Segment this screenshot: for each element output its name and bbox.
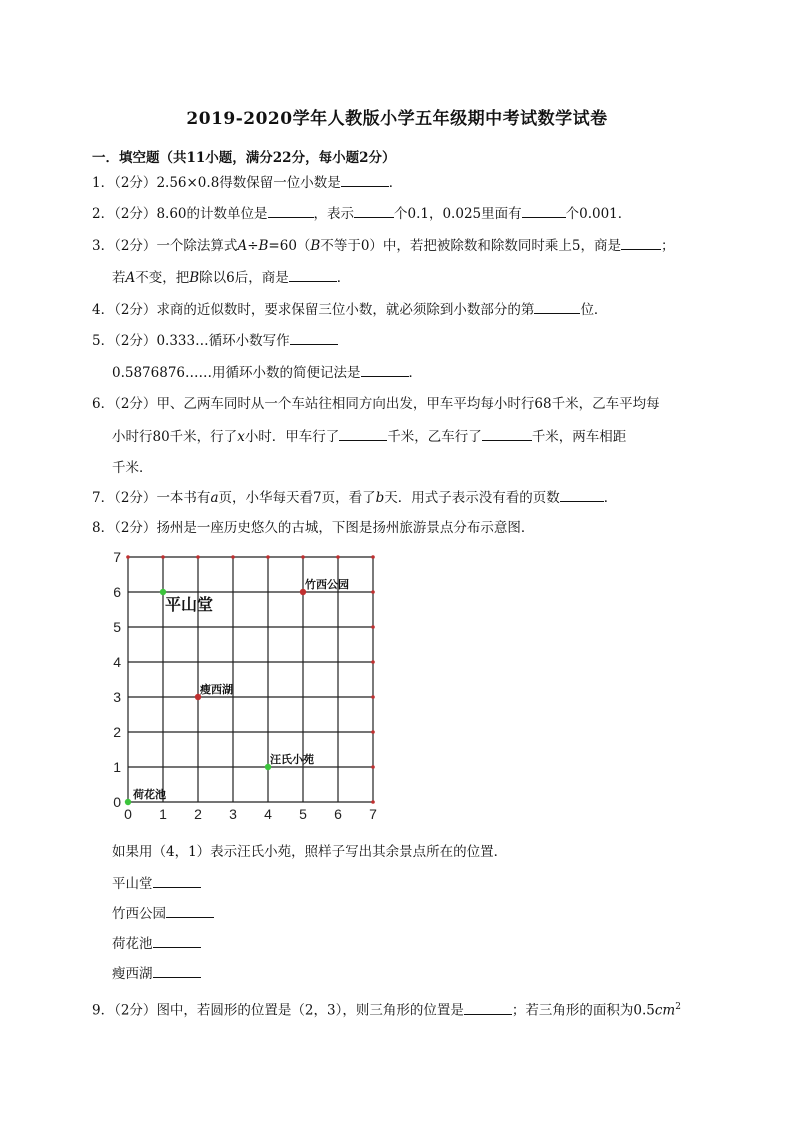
- answer-blank[interactable]: [354, 204, 394, 218]
- question-8-prompt: [112, 843, 507, 861]
- question-text: 不等于0）中，若把被除数和除数同时乘上5，商是: [320, 238, 622, 254]
- question-text: 0.5876876……用循环小数的简便记法是: [112, 365, 361, 381]
- x-tick-label: 4: [264, 806, 272, 822]
- variable: a: [210, 490, 219, 506]
- question-points: （2分）: [114, 206, 157, 222]
- x-axis-tick-labels: [124, 806, 377, 822]
- question-text: ；若三角形的面积为: [511, 1002, 634, 1019]
- question-text: 扬州是一座历史悠久的古城，下图是扬州旅游景点分布示意图．: [156, 520, 535, 536]
- grid-dot: [371, 695, 375, 699]
- question-points: （2分）: [114, 175, 157, 191]
- question-text: 一个除法算式: [156, 238, 238, 254]
- y-tick-label: 4: [113, 654, 121, 670]
- x-tick-label: 2: [194, 806, 202, 822]
- answer-label: 竹西公园: [112, 906, 166, 922]
- question-text: 2.56×0.8得数保留一位小数是: [156, 175, 341, 191]
- question-points: （2分）: [114, 333, 157, 349]
- area-unit: cm: [654, 1002, 676, 1019]
- answer-label: 平山堂: [112, 876, 153, 892]
- variable: B: [258, 238, 269, 254]
- spot-label: 竹西公园: [305, 579, 349, 591]
- question-3-line-2: [112, 268, 350, 287]
- question-6: [92, 395, 660, 413]
- grid-dot: [196, 555, 200, 559]
- spot-label: 汪氏小苑: [270, 754, 314, 766]
- answer-blank[interactable]: [361, 363, 409, 377]
- question-points: （2分）: [114, 396, 157, 412]
- variable: b: [375, 490, 385, 506]
- answer-blank[interactable]: [482, 427, 532, 441]
- spot-label: 平山堂: [165, 597, 214, 614]
- question-text: =60（: [268, 238, 311, 254]
- question-7: [92, 488, 617, 507]
- question-text: 甲、乙两车同时从一个车站往相同方向出发，甲车平均每小时行68千米，乙车平均每: [156, 396, 660, 412]
- section-heading: 一．填空题（共11小题，满分22分，每小题2分）: [92, 150, 396, 166]
- question-6-line-2: [112, 427, 626, 446]
- question-9: [92, 998, 681, 1020]
- answer-line-slender-west-lake: [112, 964, 201, 983]
- question-text: ，表示: [313, 206, 354, 222]
- y-tick-label: 7: [113, 552, 121, 565]
- grid-dot: [371, 590, 375, 594]
- grid-dot: [371, 730, 375, 734]
- question-text: 求商的近似数时，要求保留三位小数，就必须除到小数部分的第: [156, 302, 535, 318]
- question-number: 6．: [92, 396, 115, 412]
- question-number: 9．: [92, 1002, 115, 1019]
- question-text: 除以6后，商是: [199, 270, 289, 286]
- question-4: [92, 300, 607, 319]
- grid-dot: [301, 555, 305, 559]
- grid-dot: [336, 555, 340, 559]
- answer-blank[interactable]: [522, 204, 566, 218]
- answer-line-zhuxi-park: [112, 904, 214, 923]
- question-text: 图中，若圆形的位置是（2，3），则三角形的位置是: [156, 1002, 464, 1019]
- question-text: 0.333…循环小数写作: [156, 333, 290, 349]
- answer-blank[interactable]: [341, 173, 389, 187]
- answer-label: 瘦西湖: [112, 966, 153, 982]
- question-points: （2分）: [114, 302, 157, 318]
- question-number: 5．: [92, 333, 115, 349]
- unit-exponent: 2: [675, 1002, 681, 1012]
- y-tick-label: 1: [113, 759, 121, 775]
- page-title: 2019-2020学年人教版小学五年级期中考试数学试卷: [186, 109, 608, 129]
- variable: A: [125, 270, 136, 286]
- question-3: [92, 236, 675, 255]
- x-tick-label: 6: [334, 806, 342, 822]
- answer-blank[interactable]: [153, 964, 201, 978]
- variable: B: [189, 270, 200, 286]
- answer-blank[interactable]: [621, 236, 661, 250]
- question-text: 页，小华每天看7页，看了: [218, 490, 376, 506]
- question-text: 若: [112, 270, 126, 286]
- question-1: [92, 173, 402, 192]
- spot-marker: [125, 799, 131, 805]
- question-text-end: ．: [388, 175, 403, 191]
- answer-blank[interactable]: [464, 1001, 512, 1015]
- x-tick-label: 0: [124, 806, 132, 822]
- x-tick-label: 1: [159, 806, 167, 822]
- grid-dot: [371, 625, 375, 629]
- answer-blank[interactable]: [166, 904, 214, 918]
- question-text: 千米，乙车行了: [387, 429, 482, 445]
- answer-blank[interactable]: [534, 300, 580, 314]
- question-text: 8.60的计数单位是: [156, 206, 268, 222]
- answer-blank[interactable]: [289, 268, 337, 282]
- question-text-end: ．: [603, 490, 618, 506]
- question-text: 如果用（4，1）表示汪氏小苑，照样子写出其余景点所在的位置．: [112, 844, 508, 860]
- grid-dot: [161, 555, 165, 559]
- y-tick-label: 0: [113, 794, 121, 810]
- question-8: [92, 519, 534, 537]
- question-text: 个0.1，0.025里面有: [394, 206, 522, 222]
- spot-label: 荷花池: [133, 789, 166, 801]
- answer-line-hehua-pond: [112, 934, 201, 953]
- variable: B: [310, 238, 321, 254]
- spot-marker: [160, 589, 166, 595]
- answer-blank[interactable]: [339, 427, 387, 441]
- question-text: ．: [336, 270, 351, 286]
- question-number: 8．: [92, 520, 115, 536]
- question-text: 千米．: [112, 460, 153, 476]
- y-tick-label: 5: [113, 619, 121, 635]
- y-tick-label: 3: [113, 689, 121, 705]
- question-points: （2分）: [114, 490, 157, 506]
- question-5-line-2: [112, 363, 422, 382]
- question-5: [92, 331, 338, 350]
- answer-label: 荷花池: [112, 936, 153, 952]
- question-text: 不变，把: [135, 270, 190, 286]
- answer-blank[interactable]: [290, 331, 338, 345]
- area-value: 0.5: [633, 1002, 655, 1019]
- scenic-spots: [125, 577, 349, 805]
- scenic-spot-grid: [106, 552, 386, 824]
- question-points: （2分）: [114, 238, 157, 254]
- x-tick-label: 7: [369, 806, 377, 822]
- question-number: 3．: [92, 238, 115, 254]
- question-6-line-3: [112, 459, 153, 477]
- question-text: 千米，两车相距: [531, 429, 627, 445]
- grid-dot: [126, 555, 130, 559]
- spot-label: 瘦西湖: [200, 684, 233, 696]
- answer-line-pingshantang: [112, 874, 201, 893]
- variable: x: [237, 429, 245, 445]
- question-text: ；: [661, 238, 675, 254]
- x-tick-label: 3: [229, 806, 237, 822]
- y-axis-tick-labels: [113, 552, 121, 810]
- grid-dot: [371, 800, 375, 804]
- question-text: 小时行80千米，行了: [112, 429, 238, 445]
- question-number: 2．: [92, 206, 115, 222]
- question-text-end: ．: [408, 365, 423, 381]
- answer-blank[interactable]: [560, 488, 604, 502]
- answer-blank[interactable]: [268, 204, 314, 218]
- question-text: 天．用式子表示没有看的页数: [384, 490, 560, 506]
- question-points: （2分）: [114, 1002, 157, 1019]
- question-text-end: 位．: [580, 302, 608, 318]
- question-points: （2分）: [114, 520, 157, 536]
- question-text: 一本书有: [156, 490, 211, 506]
- x-tick-label: 5: [299, 806, 307, 822]
- question-text: 小时．甲车行了: [244, 429, 340, 445]
- answer-blank[interactable]: [153, 934, 201, 948]
- y-tick-label: 6: [113, 584, 121, 600]
- y-tick-label: 2: [113, 724, 121, 740]
- grid-dot: [371, 555, 375, 559]
- grid-dot: [371, 765, 375, 769]
- answer-blank[interactable]: [153, 874, 201, 888]
- question-2: [92, 204, 631, 223]
- question-text: 个0.001．: [565, 206, 632, 222]
- question-number: 7．: [92, 490, 115, 506]
- variable: A: [237, 238, 248, 254]
- operator: ÷: [247, 238, 259, 254]
- grid-dot: [266, 555, 270, 559]
- grid-dot: [371, 660, 375, 664]
- question-number: 1．: [92, 175, 115, 191]
- grid-dot: [231, 555, 235, 559]
- question-number: 4．: [92, 302, 115, 318]
